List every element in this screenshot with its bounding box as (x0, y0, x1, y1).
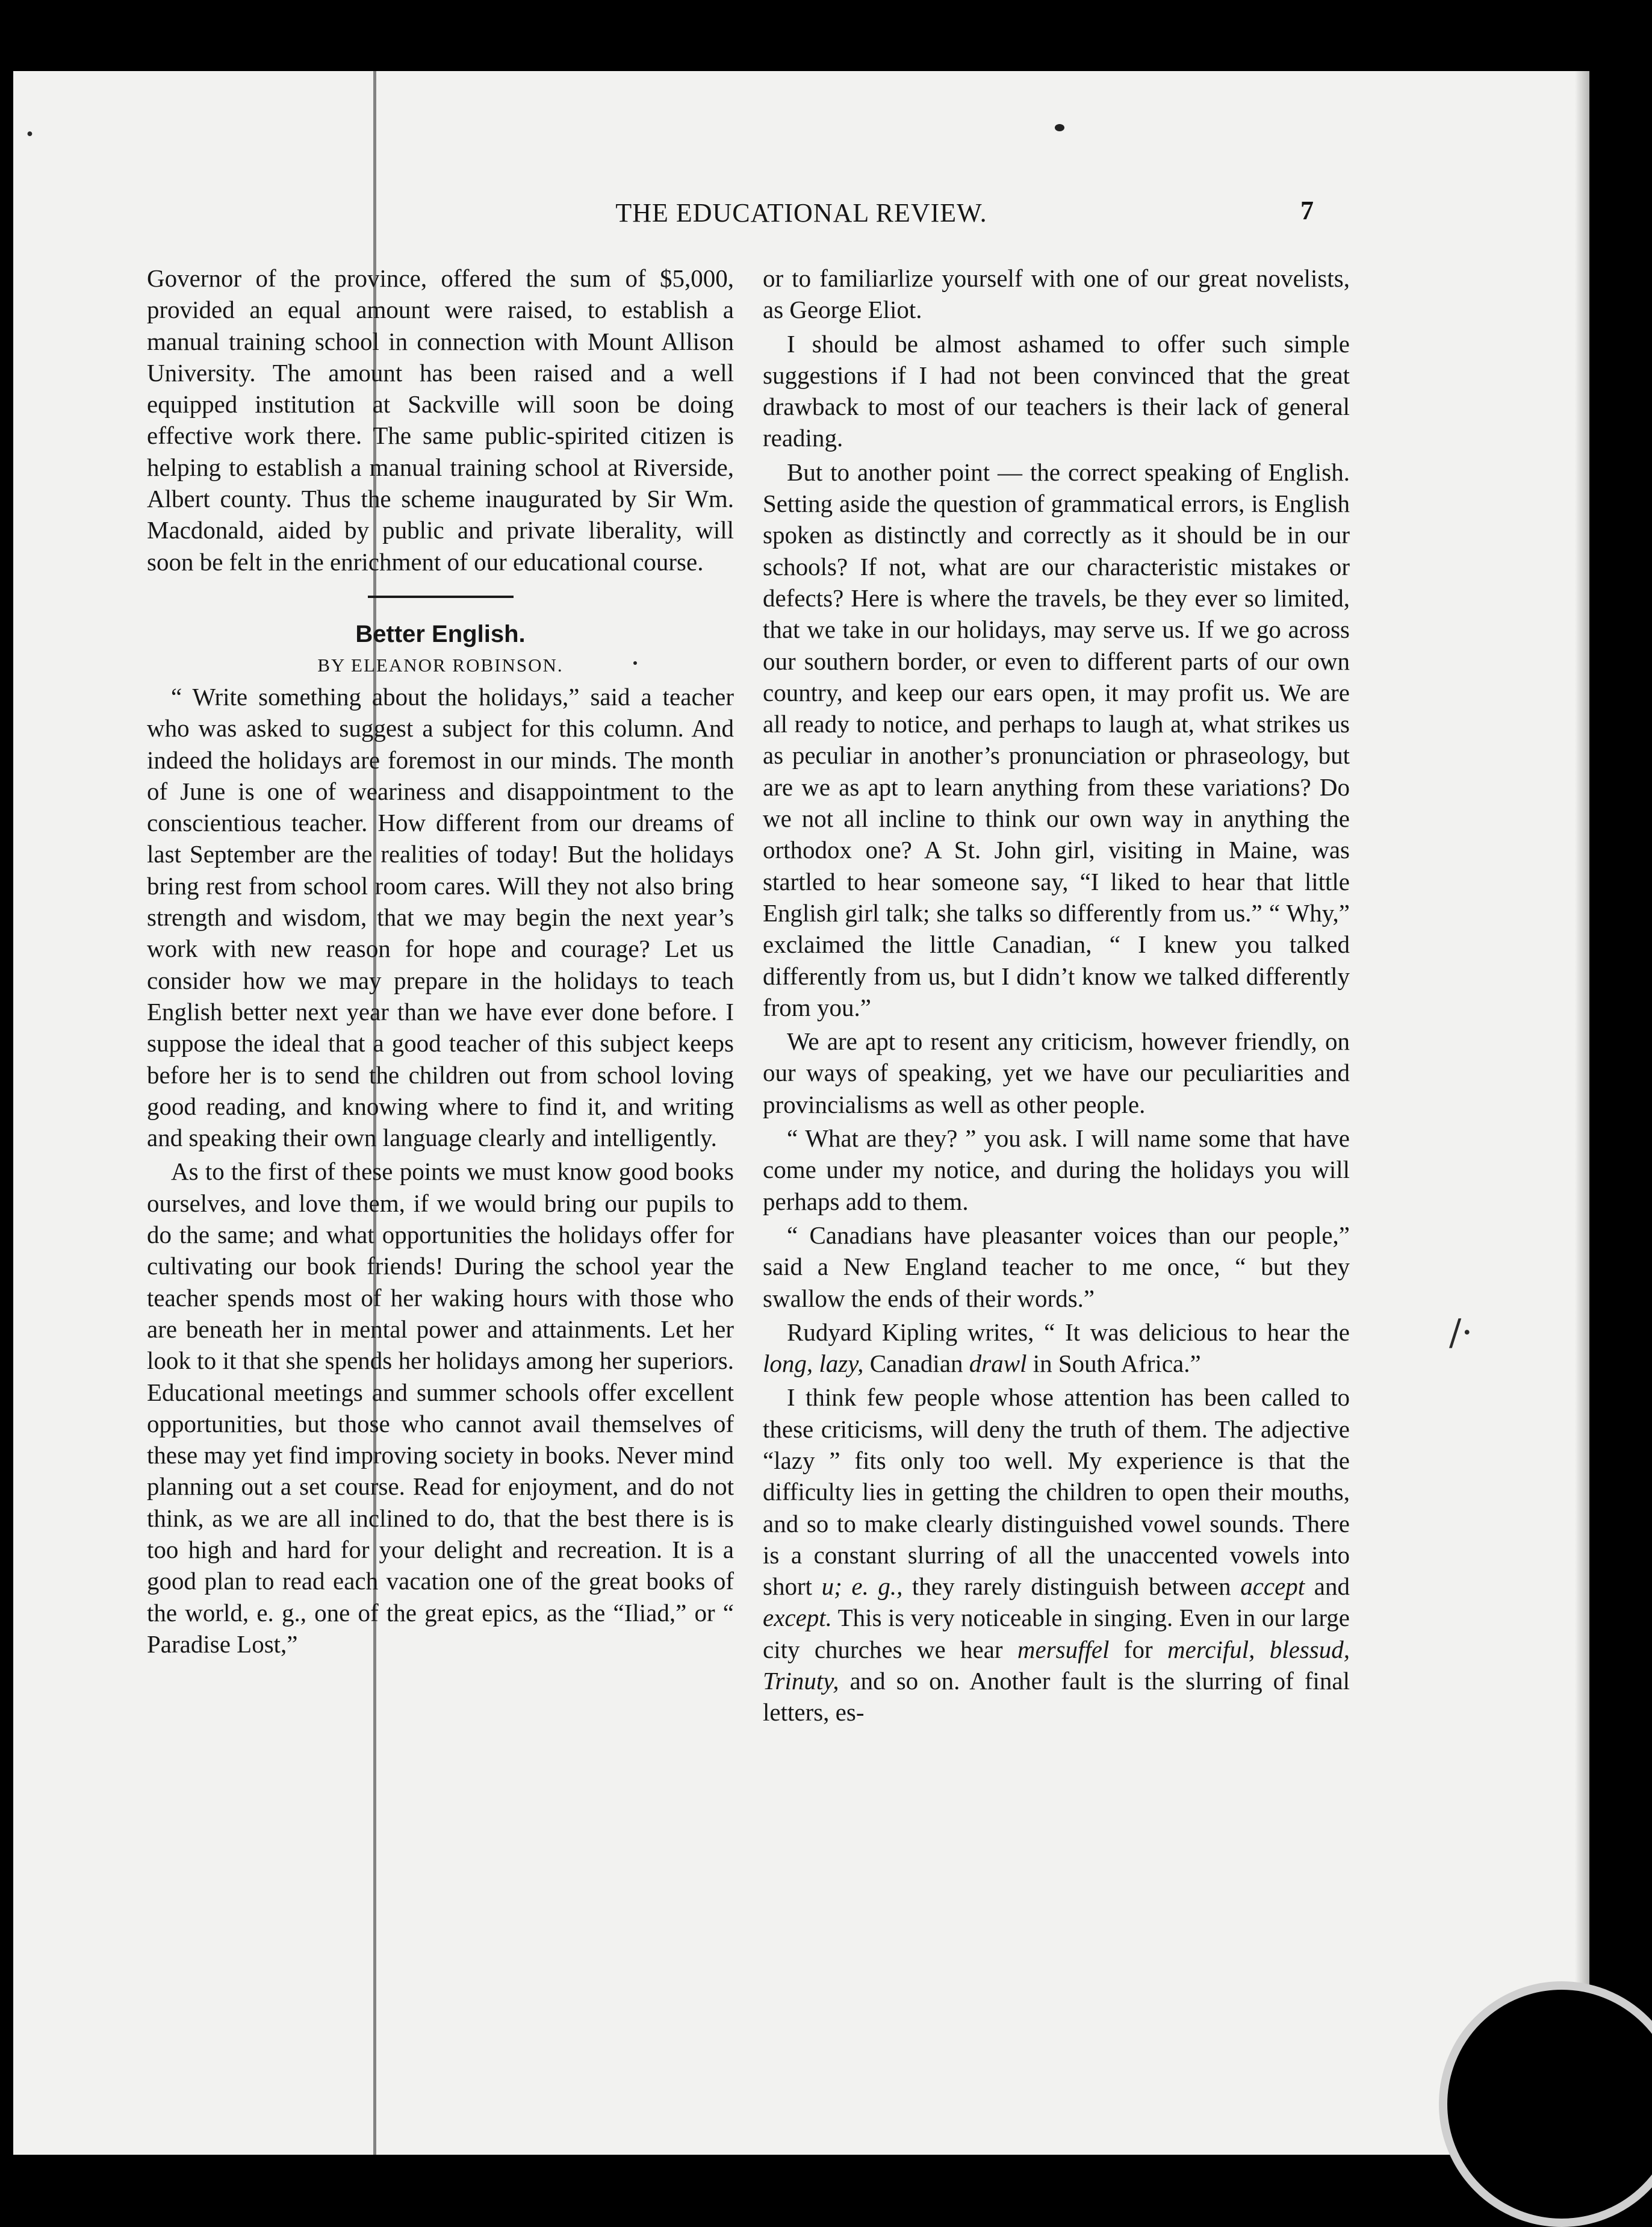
left-column (147, 263, 734, 1660)
body-paragraph: As to the first of these points we must know good books ourselves, and love them, if we would bring our pupils to do the same; and what opportunities the holidays offer for cultivating our book friends! During the school year the teacher spends most of her waking hours with those who are beneath her in mental power and attainments. Let her look to it that she spends her holidays among her superiors. Educational meetings and summer schools offer excellent opportunities, but those who cannot avail themselves of these may yet find improving society in books. Never mind planning out a set course. Read for enjoyment, and do not think, as we are all inclined to do, that the best there is is too high and hard for your delight and recreation. It is a good plan to read each vacation one of the great books of the world, e. g., one of the great epics, as the “Iliad,” or “ Paradise Lost,” (147, 1157, 734, 1658)
continued-paragraph: Governor of the province, offered the sum of $5,000, provided an equal amount were raised, to establish a manual training school in connection with Mount Allison University. The amount has been raised and a well equipped institution at Sackville will soon be doing effective work there. The same public-spirited citizen is helping to establish a manual training school at Riverside, Albert county. Thus the scheme inaugurated by Sir Wm. Macdonald, aided by public and private liberality, will soon be felt in the enrichment of our educational course. (147, 264, 734, 576)
article-byline: BY ELEANOR ROBINSON. (317, 654, 564, 676)
text-run: and (1305, 1572, 1350, 1601)
italic-run: except. (763, 1604, 832, 1632)
margin-mark: · (24, 113, 36, 155)
text-run: This is very noticeable in singing. Even in our large city churches we hear (763, 1604, 1350, 1663)
body-paragraph: “ Write something about the holidays,” said a teacher who was asked to suggest a subject for this column. And indeed the holidays are foremost in our minds. The month of June is one of weariness and disappointment to the conscientious teacher. How different from our dreams of last September are the realities of today! But the holidays bring rest from school room cares. Will they not also bring strength and wisdom, that we may begin the next year’s work with new reason for hope and courage? Let us consider how we may prepare in the holidays to teach English better next year than we have ever done before. I suppose the ideal that a good teacher of this subject keeps before her is to send the children out from school loving good reading, and knowing where to find it, and writing and speaking their own language clearly and intelligently. (147, 682, 734, 1152)
page-number: 7 (1300, 196, 1314, 225)
italic-run: drawl (969, 1350, 1027, 1378)
body-paragraph: I should be almost ashamed to offer such simple suggestions if I had not been convinced that the great drawback to most of our teachers is their lack of general reading. (763, 329, 1350, 452)
body-paragraph: But to another point — the correct speaking of English. Setting aside the question of grammatical errors, is English spoken as distinctly and correctly as it should be in our schools? If not, what are our characteristic mistakes or defects? Here is where the travels, be they ever so limited, that we take in our holidays, may serve us. If we go across our southern border, or even to different parts of our own country, and keep our ears open, it may profit us. We are all ready to notice, and perhaps to laugh at, what strikes us as peculiar in another’s pronunciation or phraseology, but are we as apt to learn anything from these variations? Do we not all incline to think our own way in anything the orthodox one? A St. John girl, visiting in Maine, was startled to hear someone say, “I liked to hear that little English girl talk; she talks so differently from us.” “ Why,” exclaimed the little Canadian, “ I knew you talked differently from us, but I didn’t know we talked differently from you.” (763, 458, 1350, 1021)
italic-run: mersuffel (1017, 1635, 1110, 1663)
body-paragraph (763, 1381, 1350, 1728)
italic-run: merciful, blessud, Trinuty, (763, 1635, 1350, 1695)
text-run: I think few people whose attention has been called to these criticisms, will deny the truth of them. The adjective “lazy ” fits only too well. My experience is that the difficulty lies in getting the children to open their mouths, and so to make clearly distinguished vowel sounds. There is a constant slurring of all the unaccented vowels into short (763, 1383, 1350, 1601)
article-title: Better English. (355, 620, 526, 647)
scanned-page (13, 71, 1589, 2155)
text-run: Canadian (863, 1350, 969, 1378)
text-run: Rudyard Kipling writes, “ It was delicious to hear the (787, 1318, 1350, 1346)
text-run: for (1109, 1635, 1168, 1663)
body-paragraph: We are apt to resent any criticism, however friendly, on our ways of speaking, yet we have our peculiarities and provincialisms as well as other people. (763, 1027, 1350, 1118)
body-paragraph: “ Canadians have pleasanter voices than our people,” said a New England teacher to me once, “ but they swallow the ends of their words.” (763, 1221, 1350, 1312)
body-paragraph: or to familiarlize yourself with one of our great novelists, as George Eliot. (763, 264, 1350, 324)
body-paragraph (763, 1316, 1350, 1380)
right-column (763, 263, 1350, 1728)
section-rule (368, 596, 514, 598)
text-run: in South Africa.” (1026, 1350, 1201, 1378)
italic-run: accept (1240, 1572, 1305, 1601)
text-run: and so on. Another fault is the slurring of final letters, es- (763, 1667, 1350, 1727)
italic-run: long, lazy, (763, 1350, 864, 1378)
page-edge-shadow (1575, 71, 1589, 2155)
running-head: THE EDUCATIONAL REVIEW. (615, 198, 987, 228)
body-paragraph: “ What are they? ” you ask. I will name some that have come under my notice, and during the holidays you will perhaps add to them. (763, 1124, 1350, 1215)
dust-speck (1055, 124, 1064, 131)
italic-run: u; e. g., (821, 1572, 903, 1601)
pencil-mark: /· (1449, 1312, 1473, 1354)
text-run: they rarely distinguish between (902, 1572, 1241, 1601)
